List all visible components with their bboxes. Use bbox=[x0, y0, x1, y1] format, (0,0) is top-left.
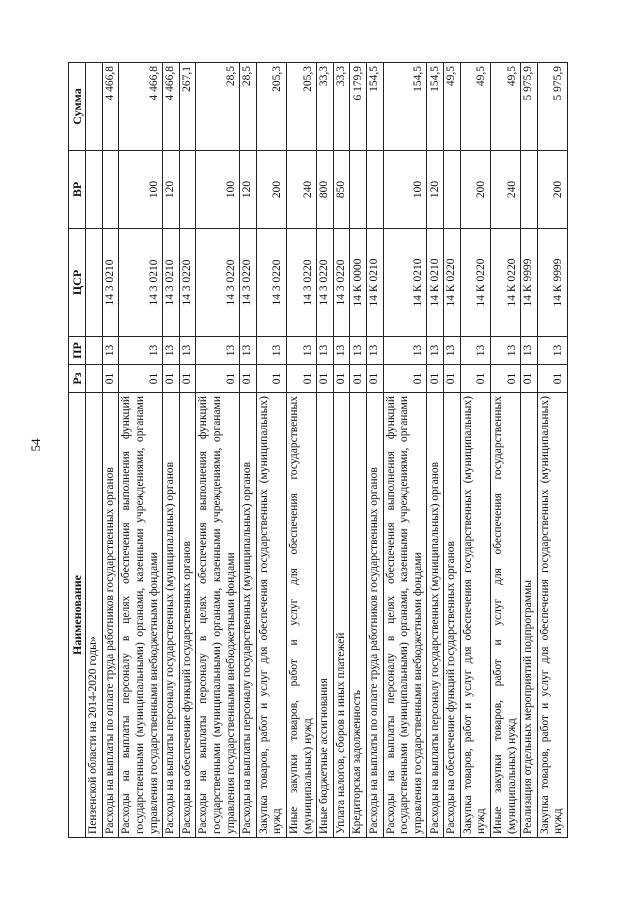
cell-sum bbox=[86, 63, 103, 151]
cell-rz: 01 bbox=[350, 365, 367, 393]
cell-rz: 01 bbox=[383, 365, 427, 393]
cell-sum: 205,3 bbox=[287, 63, 317, 151]
cell-csr: 14 3 0220 bbox=[240, 229, 257, 337]
cell-rz: 01 bbox=[196, 365, 240, 393]
cell-name: Расходы на обеспечение функций государственных органов bbox=[179, 393, 196, 838]
table-row bbox=[256, 63, 286, 838]
cell-csr: 14 К 0220 bbox=[490, 229, 520, 337]
cell-name: Закупка товаров, работ и услуг для обеспечения государственных (муниципальных) нужд bbox=[537, 393, 567, 838]
cell-name: Пензенской области на 2014-2020 годы» bbox=[86, 393, 103, 838]
cell-sum: 4 466,8 bbox=[102, 63, 119, 151]
cell-csr: 14 К 0000 bbox=[350, 229, 367, 337]
header-csr: ЦСР bbox=[69, 229, 86, 337]
table-row bbox=[460, 63, 490, 838]
cell-name: Иные бюджетные ассигнования bbox=[317, 393, 334, 838]
header-sum: Сумма bbox=[69, 63, 86, 151]
table-body bbox=[86, 63, 568, 838]
cell-pr: 13 bbox=[383, 337, 427, 365]
cell-csr: 14 3 0220 bbox=[196, 229, 240, 337]
table-row bbox=[537, 63, 567, 838]
cell-vr: 200 bbox=[460, 151, 490, 229]
cell-pr: 13 bbox=[333, 337, 350, 365]
cell-pr: 13 bbox=[460, 337, 490, 365]
cell-sum: 154,5 bbox=[383, 63, 427, 151]
cell-csr: 14 К 0210 bbox=[383, 229, 427, 337]
cell-csr: 14 3 0210 bbox=[119, 229, 163, 337]
cell-csr: 14 3 0220 bbox=[256, 229, 286, 337]
header-rz: Рз bbox=[69, 365, 86, 393]
table-row bbox=[179, 63, 196, 838]
cell-pr: 13 bbox=[521, 337, 538, 365]
cell-sum: 5 975,9 bbox=[521, 63, 538, 151]
cell-pr bbox=[86, 337, 103, 365]
cell-rz: 01 bbox=[444, 365, 461, 393]
cell-vr bbox=[102, 151, 119, 229]
cell-rz: 01 bbox=[317, 365, 334, 393]
cell-csr: 14 3 0220 bbox=[333, 229, 350, 337]
cell-vr: 800 bbox=[317, 151, 334, 229]
table-row bbox=[333, 63, 350, 838]
cell-pr: 13 bbox=[317, 337, 334, 365]
cell-pr: 13 bbox=[537, 337, 567, 365]
cell-csr: 14 К 9999 bbox=[521, 229, 538, 337]
cell-sum: 154,5 bbox=[367, 63, 384, 151]
header-name: Наименование bbox=[69, 393, 86, 838]
cell-vr: 240 bbox=[490, 151, 520, 229]
cell-sum: 205,3 bbox=[256, 63, 286, 151]
cell-rz: 01 bbox=[537, 365, 567, 393]
header-vr: ВР bbox=[69, 151, 86, 229]
table-row bbox=[119, 63, 163, 838]
cell-vr: 240 bbox=[287, 151, 317, 229]
cell-rz: 01 bbox=[179, 365, 196, 393]
cell-pr: 13 bbox=[256, 337, 286, 365]
cell-sum: 28,5 bbox=[196, 63, 240, 151]
budget-table bbox=[68, 62, 568, 838]
cell-vr: 100 bbox=[119, 151, 163, 229]
cell-name: Реализация отдельных мероприятий подпрограммы bbox=[521, 393, 538, 838]
cell-rz: 01 bbox=[163, 365, 180, 393]
table-header-row bbox=[69, 63, 86, 838]
cell-pr: 13 bbox=[287, 337, 317, 365]
cell-pr: 13 bbox=[350, 337, 367, 365]
table-row bbox=[163, 63, 180, 838]
cell-pr: 13 bbox=[490, 337, 520, 365]
cell-vr bbox=[179, 151, 196, 229]
cell-csr: 14 3 0220 bbox=[287, 229, 317, 337]
cell-pr: 13 bbox=[119, 337, 163, 365]
table-row bbox=[427, 63, 444, 838]
table-row bbox=[240, 63, 257, 838]
cell-csr: 14 3 0210 bbox=[102, 229, 119, 337]
cell-sum: 28,5 bbox=[240, 63, 257, 151]
cell-vr: 120 bbox=[163, 151, 180, 229]
cell-name: Расходы на выплаты персоналу государственных (муниципальных) органов bbox=[427, 393, 444, 838]
table-row bbox=[383, 63, 427, 838]
cell-name: Расходы на обеспечение функций государственных органов bbox=[444, 393, 461, 838]
cell-pr: 13 bbox=[367, 337, 384, 365]
table-row bbox=[521, 63, 538, 838]
cell-name: Иные закупки товаров, работ и услуг для обеспечения государственных (муниципальных) нужд bbox=[490, 393, 520, 838]
cell-vr: 100 bbox=[383, 151, 427, 229]
cell-vr bbox=[350, 151, 367, 229]
cell-sum: 5 975,9 bbox=[537, 63, 567, 151]
cell-csr: 14 К 0220 bbox=[460, 229, 490, 337]
cell-pr: 13 bbox=[102, 337, 119, 365]
cell-vr: 200 bbox=[256, 151, 286, 229]
cell-csr: 14 3 0220 bbox=[317, 229, 334, 337]
table-row bbox=[86, 63, 103, 838]
cell-sum: 49,5 bbox=[490, 63, 520, 151]
cell-vr: 200 bbox=[537, 151, 567, 229]
cell-pr: 13 bbox=[196, 337, 240, 365]
cell-pr: 13 bbox=[427, 337, 444, 365]
cell-sum: 4 466,8 bbox=[163, 63, 180, 151]
cell-name: Уплата налогов, сборов и иных платежей bbox=[333, 393, 350, 838]
cell-vr: 850 bbox=[333, 151, 350, 229]
cell-sum: 49,5 bbox=[460, 63, 490, 151]
cell-sum: 49,5 bbox=[444, 63, 461, 151]
cell-sum: 33,3 bbox=[317, 63, 334, 151]
cell-csr: 14 3 0220 bbox=[179, 229, 196, 337]
cell-sum: 33,3 bbox=[333, 63, 350, 151]
cell-csr: 14 К 0210 bbox=[427, 229, 444, 337]
cell-rz: 01 bbox=[521, 365, 538, 393]
cell-csr: 14 К 0210 bbox=[367, 229, 384, 337]
cell-rz: 01 bbox=[490, 365, 520, 393]
budget-table-container bbox=[68, 63, 568, 838]
cell-name: Расходы на выплаты персоналу в целях обеспечения выполнения функций государственными (муниципальными) органами, казенными учреждениями, органами управления государственными внебюджетными фондами bbox=[119, 393, 163, 838]
table-row bbox=[196, 63, 240, 838]
table-row bbox=[490, 63, 520, 838]
cell-name: Расходы на выплаты по оплате труда работников государственных органов bbox=[102, 393, 119, 838]
table-row bbox=[317, 63, 334, 838]
table-row bbox=[350, 63, 367, 838]
cell-name: Расходы на выплаты персоналу в целях обеспечения выполнения функций государственными (муниципальными) органами, казенными учреждениями, органами управления государственными внебюджетными фондами bbox=[383, 393, 427, 838]
cell-sum: 6 179,9 bbox=[350, 63, 367, 151]
cell-vr: 120 bbox=[427, 151, 444, 229]
cell-vr bbox=[367, 151, 384, 229]
cell-rz: 01 bbox=[333, 365, 350, 393]
cell-sum: 4 466,8 bbox=[119, 63, 163, 151]
cell-csr: 14 К 9999 bbox=[537, 229, 567, 337]
cell-rz: 01 bbox=[102, 365, 119, 393]
cell-vr bbox=[521, 151, 538, 229]
cell-rz bbox=[86, 365, 103, 393]
cell-pr: 13 bbox=[240, 337, 257, 365]
cell-name: Иные закупки товаров, работ и услуг для обеспечения государственных (муниципальных) нужд bbox=[287, 393, 317, 838]
header-pr: ПР bbox=[69, 337, 86, 365]
cell-csr: 14 3 0210 bbox=[163, 229, 180, 337]
cell-pr: 13 bbox=[444, 337, 461, 365]
cell-rz: 01 bbox=[427, 365, 444, 393]
cell-rz: 01 bbox=[367, 365, 384, 393]
table-row bbox=[102, 63, 119, 838]
cell-name: Кредиторская задолженность bbox=[350, 393, 367, 838]
cell-rz: 01 bbox=[287, 365, 317, 393]
cell-vr: 100 bbox=[196, 151, 240, 229]
page-number: 54 bbox=[28, 438, 43, 452]
cell-rz: 01 bbox=[240, 365, 257, 393]
cell-name: Расходы на выплаты персоналу государственных (муниципальных) органов bbox=[240, 393, 257, 838]
table-row bbox=[367, 63, 384, 838]
cell-name: Закупка товаров, работ и услуг для обеспечения государственных (муниципальных) нужд bbox=[256, 393, 286, 838]
cell-name: Расходы на выплаты персоналу в целях обеспечения выполнения функций государственными (муниципальными) органами, казенными учреждениями, органами управления государственными внебюджетными фондами bbox=[196, 393, 240, 838]
cell-rz: 01 bbox=[460, 365, 490, 393]
table-row bbox=[444, 63, 461, 838]
cell-csr: 14 К 0220 bbox=[444, 229, 461, 337]
cell-csr bbox=[86, 229, 103, 337]
cell-name: Закупка товаров, работ и услуг для обеспечения государственных (муниципальных) нужд bbox=[460, 393, 490, 838]
cell-pr: 13 bbox=[163, 337, 180, 365]
cell-name: Расходы на выплаты по оплате труда работников государственных органов bbox=[367, 393, 384, 838]
cell-rz: 01 bbox=[256, 365, 286, 393]
cell-vr: 120 bbox=[240, 151, 257, 229]
table-row bbox=[287, 63, 317, 838]
cell-vr bbox=[444, 151, 461, 229]
cell-sum: 154,5 bbox=[427, 63, 444, 151]
cell-rz: 01 bbox=[119, 365, 163, 393]
cell-vr bbox=[86, 151, 103, 229]
cell-sum: 267,1 bbox=[179, 63, 196, 151]
cell-pr: 13 bbox=[179, 337, 196, 365]
cell-name: Расходы на выплаты персоналу государственных (муниципальных) органов bbox=[163, 393, 180, 838]
